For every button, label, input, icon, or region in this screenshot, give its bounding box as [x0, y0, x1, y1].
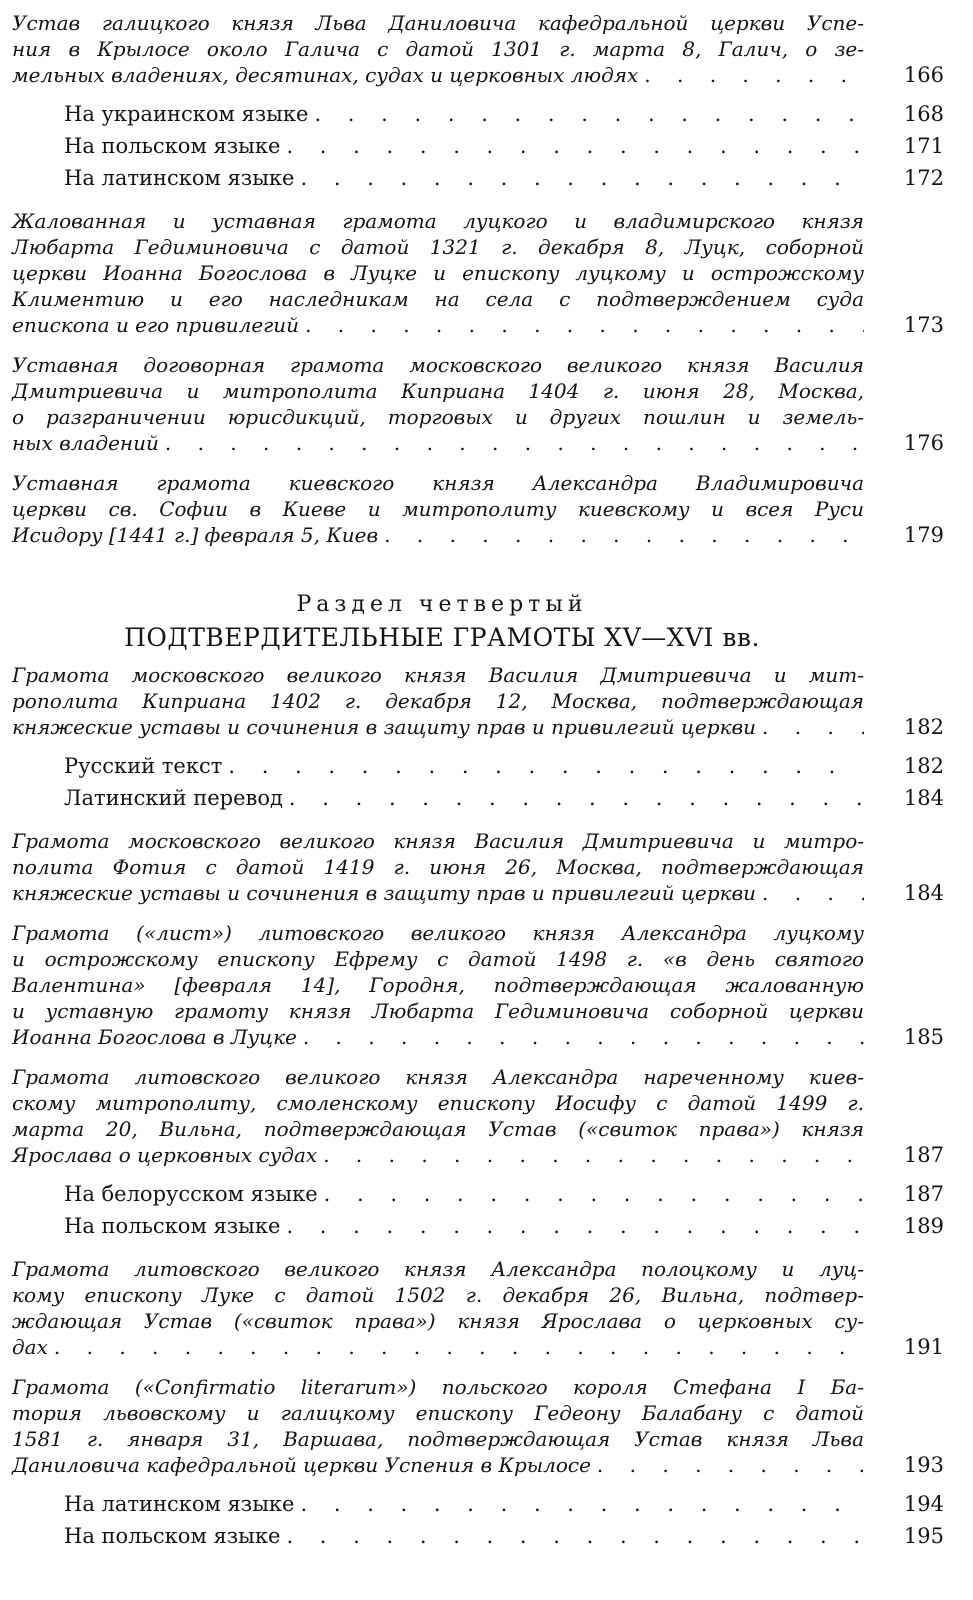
toc-entry-line [12, 880, 864, 906]
toc-entry-text [12, 1064, 864, 1168]
toc-entry-line [12, 62, 864, 88]
toc-entry-line [12, 1142, 864, 1168]
toc-subentries [12, 98, 944, 194]
toc-entry-line-text: дах [12, 1335, 48, 1359]
toc-entry-main [12, 352, 944, 456]
dot-leader [159, 430, 864, 456]
toc-subentry [12, 1210, 944, 1242]
toc-entry [12, 662, 944, 814]
toc-subentry-label: На латинском языке [64, 166, 295, 190]
dot-leader [318, 1178, 864, 1210]
toc-entry-line: Грамота московского великого князя Василия Дмитриевича и мит- [12, 663, 864, 687]
page-number: 185 [903, 1025, 944, 1049]
toc-entry-line: скому митрополиту, смоленскому епископу Иосифу с датой 1499 г. [12, 1091, 864, 1115]
page-number: 195 [903, 1524, 944, 1548]
toc-entry-line-text: Иоанна Богослова в Луцке [12, 1025, 297, 1049]
toc-entry [12, 920, 944, 1050]
toc-entry-line: Любарта Гедиминовича с датой 1321 г. декабря 8, Луцк, соборной [12, 235, 864, 259]
toc-entry-line: и острожскому епископу Ефрему с датой 1498 г. «в день святого [12, 947, 864, 971]
toc-entry-line: ждающая Устав («свиток права») князя Ярослава о церковных су- [12, 1309, 864, 1333]
toc-entry-text [12, 352, 864, 456]
page-number: 189 [903, 1214, 944, 1238]
toc-entry-line-text: Ярослава о церковных судах [12, 1143, 318, 1167]
toc-entry-main [12, 470, 944, 548]
toc-subentries [12, 1178, 944, 1242]
toc-entry-line: о разграничении юрисдикций, торговых и других пошлин и земель- [12, 405, 864, 429]
table-of-contents-page [12, 10, 944, 1566]
dot-leader [638, 62, 864, 88]
toc-subentry-label: На польском языке [64, 134, 281, 158]
toc-subentry-label: На белорусском языке [64, 1182, 318, 1206]
toc-entry-line: Дмитриевича и митрополита Киприана 1404 г. июня 28, Москва, [12, 379, 864, 403]
dot-leader [222, 750, 864, 782]
toc-subentry [12, 1488, 944, 1520]
page-number: 171 [903, 134, 944, 158]
toc-subentry-label: На польском языке [64, 1214, 281, 1238]
toc-subentry [12, 130, 944, 162]
toc-entry-line: марта 20, Вильна, подтверждающая Устав («свиток права») князя [12, 1117, 864, 1141]
dot-leader [283, 782, 864, 814]
toc-subentry-label: На польском языке [64, 1524, 281, 1548]
page-number: 168 [903, 102, 944, 126]
dot-leader [756, 880, 864, 906]
toc-entry-line: Валентина» [февраля 14], Городня, подтверждающая жалованную [12, 973, 864, 997]
dot-leader [295, 162, 865, 194]
toc-entry-text [12, 1256, 864, 1360]
toc-entry-line: Уставная грамота киевского князя Александра Владимировича [12, 471, 864, 495]
toc-entry-line [12, 1452, 864, 1478]
dot-leader [756, 714, 864, 740]
toc-entry-main [12, 920, 944, 1050]
toc-entry-line: церкви Иоанна Богослова в Луцке и епископу луцкому и острожскому [12, 261, 864, 285]
toc-entry-line-text: Исидору [1441 г.] февраля 5, Киев [12, 523, 379, 547]
toc-entry-line [12, 1024, 864, 1050]
page-number: 184 [903, 786, 944, 810]
toc-entry [12, 1374, 944, 1552]
dot-leader [591, 1452, 864, 1478]
dot-leader [378, 522, 864, 548]
toc-subentry [12, 98, 944, 130]
toc-entry-line: Грамота литовского великого князя Александра полоцкому и луц- [12, 1257, 864, 1281]
toc-entry-line-text: епископа и его привилегий [12, 313, 300, 337]
toc-entry [12, 828, 944, 906]
toc-entry-line: Грамота литовского великого князя Александра нареченному киев- [12, 1065, 864, 1089]
toc-entry-line: Жалованная и уставная грамота луцкого и владимирского князя [12, 209, 864, 233]
dot-leader [299, 312, 864, 338]
toc-subentry [12, 1520, 944, 1552]
section-title: Раздел четвертый [296, 592, 588, 617]
toc-entry-text [12, 662, 864, 740]
toc-entry-text [12, 208, 864, 338]
toc-entry-main [12, 1256, 944, 1360]
page-number: 182 [903, 715, 944, 739]
dot-leader [317, 1142, 864, 1168]
toc-subentry [12, 1178, 944, 1210]
toc-entry-line: церкви св. Софии в Киеве и митрополиту киевскому и всея Руси [12, 497, 864, 521]
dot-leader [297, 1024, 864, 1050]
toc-entry-line-text: мельных владениях, десятинах, судах и церковных людях [12, 63, 639, 87]
dot-leader [280, 1210, 864, 1242]
page-number: 193 [903, 1453, 944, 1477]
toc-entry-line: кому епископу Луке с датой 1502 г. декабря 26, Вильна, подтвер- [12, 1283, 864, 1307]
toc-entry-text [12, 470, 864, 548]
toc-subentry [12, 782, 944, 814]
toc-entry-line: рополита Киприана 1402 г. декабря 12, Москва, подтверждающая [12, 689, 864, 713]
page-number: 166 [903, 63, 944, 87]
toc-subentry [12, 162, 944, 194]
toc-entry-line: Климентию и его наследникам на села с подтверждением суда [12, 287, 864, 311]
page-number: 187 [903, 1182, 944, 1206]
dot-leader [295, 1488, 865, 1520]
toc-entry-line [12, 312, 864, 338]
toc-entry [12, 352, 944, 456]
page-number: 172 [903, 166, 944, 190]
page-number: 191 [903, 1335, 944, 1359]
toc-entry-text [12, 1374, 864, 1478]
dot-leader [308, 98, 864, 130]
toc-entry-text [12, 828, 864, 906]
toc-part-section-four [12, 662, 944, 1552]
toc-entry-main [12, 1064, 944, 1168]
toc-entry-line: Устав галицкого князя Льва Даниловича кафедральной церкви Успе- [12, 11, 864, 35]
toc-entry-line [12, 714, 864, 740]
page-number: 184 [903, 881, 944, 905]
toc-entry-line [12, 522, 864, 548]
toc-entry [12, 470, 944, 548]
toc-entry-line: Грамота («лист») литовского великого князя Александра луцкому [12, 921, 864, 945]
toc-entry-line-text: Даниловича кафедральной церкви Успения в Крылосе [12, 1453, 591, 1477]
toc-entry-main [12, 208, 944, 338]
toc-subentry-label: Русский текст [64, 754, 223, 778]
page-number: 176 [903, 431, 944, 455]
toc-entry-line: и уставную грамоту князя Любарта Гедиминовича соборной церкви [12, 999, 864, 1023]
toc-subentries [12, 1488, 944, 1552]
page-number: 173 [903, 313, 944, 337]
toc-entry [12, 208, 944, 338]
toc-subentry-label: Латинский перевод [64, 786, 283, 810]
page-number: 194 [903, 1492, 944, 1516]
toc-subentries [12, 750, 944, 814]
dot-leader [280, 1520, 864, 1552]
toc-entry-line [12, 1334, 864, 1360]
page-number: 182 [903, 754, 944, 778]
toc-entry [12, 10, 944, 194]
toc-entry-line: Уставная договорная грамота московского великого князя Василия [12, 353, 864, 377]
toc-entry [12, 1064, 944, 1242]
toc-entry-text [12, 920, 864, 1050]
section-heading: ПОДТВЕРДИТЕЛЬНЫЕ ГРАМОТЫ XV—XVI вв. [124, 623, 760, 652]
toc-entry-line: полита Фотия с датой 1419 г. июня 26, Москва, подтверждающая [12, 855, 864, 879]
toc-subentry [12, 750, 944, 782]
toc-entry-text [12, 10, 864, 88]
page-number: 187 [903, 1143, 944, 1167]
toc-entry-line: Грамота («Confirmatio literarum») польского короля Стефана I Ба- [12, 1375, 864, 1399]
toc-entry-line-text: княжеские уставы и сочинения в защиту прав и привилегий церкви [12, 715, 757, 739]
page-number: 179 [903, 523, 944, 547]
toc-entry-line: ния в Крылосе около Галича с датой 1301 г. марта 8, Галич, о зе- [12, 37, 864, 61]
toc-entry-main [12, 828, 944, 906]
toc-subentry-label: На украинском языке [64, 102, 309, 126]
toc-entry-line [12, 430, 864, 456]
toc-entry-main [12, 1374, 944, 1478]
toc-entry [12, 1256, 944, 1360]
dot-leader [280, 130, 864, 162]
toc-entry-line-text: княжеские уставы и сочинения в защиту прав и привилегий церкви [12, 881, 757, 905]
toc-entry-line: тория львовскому и галицкому епископу Гедеону Балабану с датой [12, 1401, 864, 1425]
dot-leader [48, 1334, 864, 1360]
toc-part-before-section [12, 10, 944, 548]
toc-entry-main [12, 10, 944, 88]
toc-subentry-label: На латинском языке [64, 1492, 295, 1516]
toc-entry-main [12, 662, 944, 740]
toc-entry-line: Грамота московского великого князя Василия Дмитриевича и митро- [12, 829, 864, 853]
toc-entry-line: 1581 г. января 31, Варшава, подтверждающая Устав князя Льва [12, 1427, 864, 1451]
toc-entry-line-text: ных владений [12, 431, 159, 455]
